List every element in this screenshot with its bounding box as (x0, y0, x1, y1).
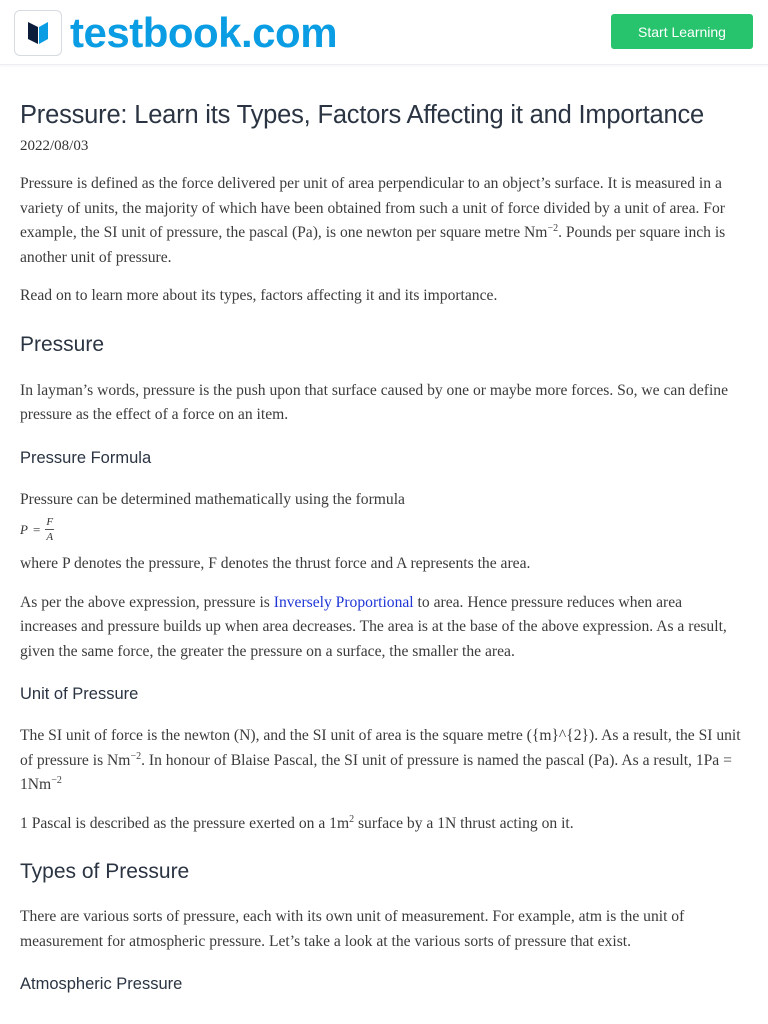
heading-pressure: Pressure (20, 332, 105, 356)
formula-intro: Pressure can be determined mathematically using the formula (20, 490, 405, 508)
unit-superscript-1: −2 (130, 750, 142, 762)
pascal-text-b: surface by a 1N thrust acting on it. (354, 814, 574, 832)
intro-text-a: Pressure is defined as the force delivered per unit of area perpendicular to an object’s surface. It is measured in a variety of units, the majority of which have been obtained from such a unit of force divided by a unit of area. For example, the SI unit of pressure, the pascal (Pa), is one newton per square metre Nm (20, 175, 725, 241)
fraction-bar (45, 529, 54, 530)
formula-denominator: A (46, 531, 54, 543)
heading-types-of-pressure: Types of Pressure (20, 860, 190, 883)
formula-fraction (45, 516, 54, 543)
intro-paragraph-2: Read on to learn more about its types, factors affecting it and its importance. (20, 287, 498, 304)
inversely-proportional-link[interactable]: Inversely Proportional (273, 593, 414, 611)
page-title: Pressure: Learn its Types, Factors Affecting it and Importance (20, 101, 705, 129)
pascal-superscript: 2 (349, 813, 355, 825)
intro-paragraph (20, 172, 742, 270)
intro-text-b: . Pounds per square inch is another unit of pressure. (20, 224, 726, 266)
pressure-formula (20, 516, 742, 543)
heading-unit-of-pressure: Unit of Pressure (20, 685, 139, 703)
pressure-paragraph: In layman’s words, pressure is the push upon that surface caused by one or maybe more forces. So, we can define pressure as the effect of a force on an item. (20, 381, 729, 423)
inverse-text-b: to area. Hence pressure reduces when area increases and pressure builds up when area decreases. The area is at the base of the above expression. As a result, given the same force, the greater the pressure on a surface, the smaller the area. (20, 593, 727, 660)
unit-superscript-2: −2 (51, 775, 62, 786)
unit-text-a: The SI unit of force is the newton (N), and the SI unit of area is the square metre ({m}^{2}). As a result, the SI unit of pressure is Nm (20, 727, 741, 769)
article (20, 96, 742, 996)
inverse-paragraph (20, 591, 742, 665)
start-learning-button[interactable]: Start Learning (611, 14, 753, 49)
heading-pressure-formula: Pressure Formula (20, 448, 152, 467)
where-paragraph: where P denotes the pressure, F denotes the thrust force and A represents the area. (20, 555, 531, 572)
unit-text-b: . In honour of Blaise Pascal, the SI unit of pressure is named the pascal (Pa). As a result, 1Pa = 1Nm (20, 751, 732, 793)
logo-wordmark[interactable]: testbook.com (70, 9, 338, 56)
testbook-logo-icon[interactable] (14, 10, 62, 56)
types-paragraph: There are various sorts of pressure, each with its own unit of measurement. For example, atm is the unit of measurement for atmospheric pressure. Let’s take a look at the various sorts of pressure that exist. (20, 908, 685, 950)
formula-equals: = (32, 521, 41, 537)
pascal-text-a: 1 Pascal is described as the pressure exerted on a 1m (20, 814, 350, 832)
intro-superscript: −2 (547, 223, 559, 234)
site-header (0, 0, 768, 65)
unit-paragraph (20, 724, 742, 798)
heading-atmospheric-pressure: Atmospheric Pressure (20, 975, 183, 993)
pascal-paragraph (20, 812, 742, 837)
inverse-text-a: As per the above expression, pressure is (20, 593, 274, 611)
formula-lhs: P (20, 521, 28, 537)
formula-numerator: F (46, 516, 54, 528)
publish-date: 2022/08/03 (20, 138, 89, 154)
